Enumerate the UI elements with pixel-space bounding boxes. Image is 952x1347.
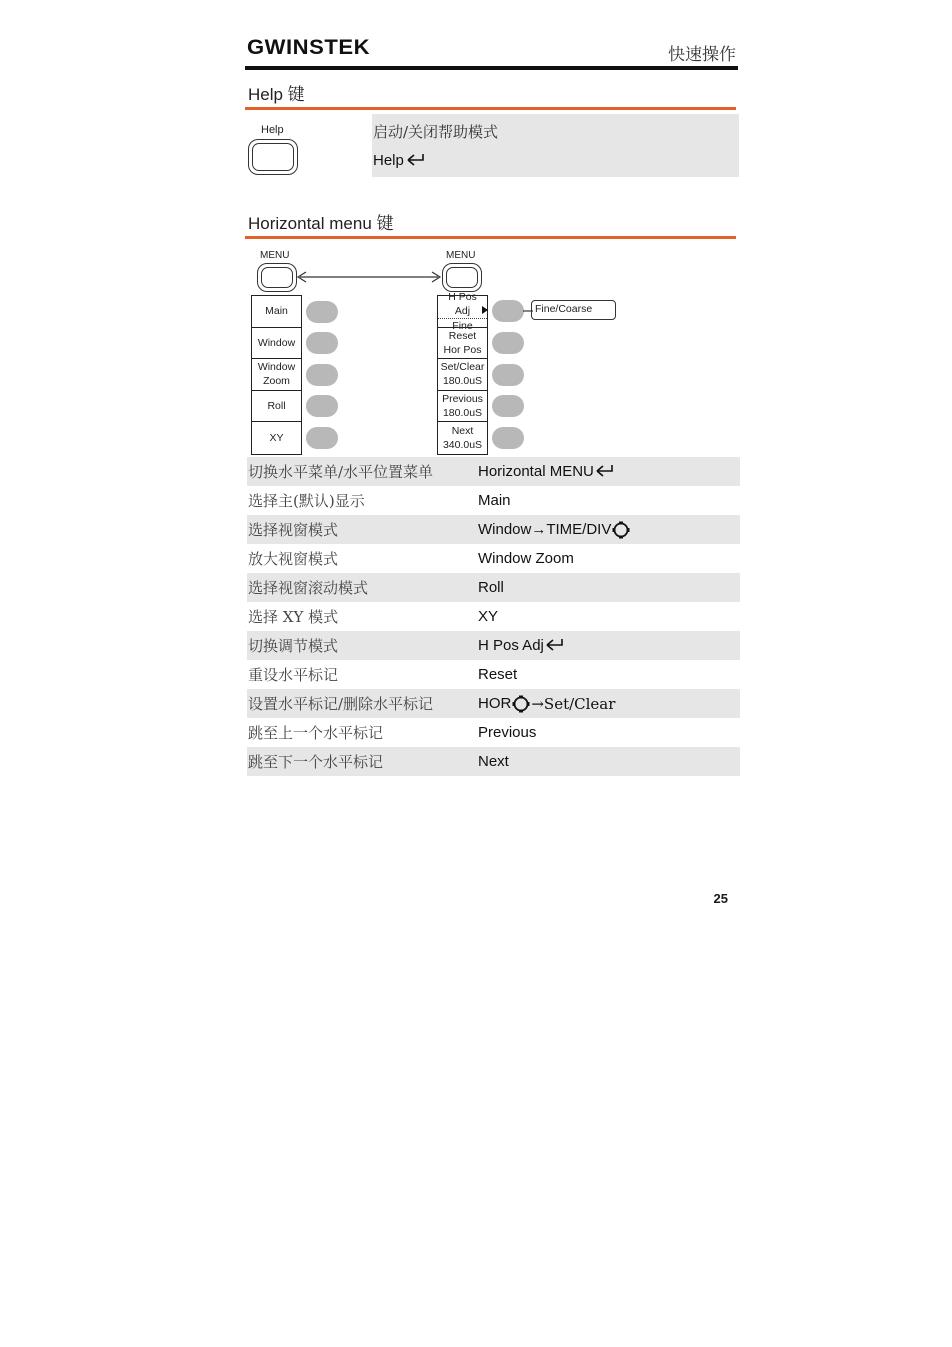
brand-logo: GWINSTEK <box>247 36 371 59</box>
toggle-arrow-icon <box>296 270 442 284</box>
right-softkey-menu <box>437 290 488 455</box>
page-number: 25 <box>713 891 728 906</box>
row-description: 跳至上一个水平标记 <box>248 724 384 742</box>
softkey-h-pos-adj <box>438 290 487 332</box>
help-action <box>373 152 426 169</box>
row-action-text: HOR <box>478 695 512 712</box>
help-description: 启动/关闭帮助模式 <box>373 123 499 141</box>
softkey-button-3-left-icon <box>306 364 338 386</box>
row-description: 选择 XY 模式 <box>248 608 339 626</box>
softkey-button-1-left-icon <box>306 301 338 323</box>
table-row <box>247 544 740 573</box>
row-description: 切换水平菜单/水平位置菜单 <box>248 463 434 481</box>
row-action <box>478 492 740 509</box>
table-row <box>247 660 740 689</box>
knob-icon <box>612 521 630 539</box>
function-table <box>247 457 740 776</box>
row-action <box>478 463 740 480</box>
horizontal-section-title: Horizontal menu 键 <box>248 214 394 233</box>
row-description: 跳至下一个水平标记 <box>248 753 384 771</box>
table-row <box>247 573 740 602</box>
left-softkey-menu <box>251 295 302 455</box>
help-action-text: Help <box>373 152 404 169</box>
row-action-text: Reset <box>478 666 518 683</box>
header-rule <box>245 66 738 70</box>
menu-button-right-icon <box>442 263 482 292</box>
row-action-text: Previous <box>478 724 537 741</box>
row-description: 放大视窗模式 <box>248 550 339 568</box>
table-row <box>247 515 740 544</box>
row-description: 切换调节模式 <box>248 637 339 655</box>
row-action <box>478 695 740 713</box>
softkey-previous <box>438 391 487 423</box>
softkey-set-clear <box>438 359 487 391</box>
table-row <box>247 631 740 660</box>
menu-label-right: MENU <box>446 250 476 261</box>
enter-icon <box>595 464 615 480</box>
row-action <box>478 550 740 567</box>
chapter-title: 快速操作 <box>668 45 736 65</box>
softkey-main: Main <box>252 296 301 328</box>
softkey-button-2-right-icon <box>492 332 524 354</box>
row-action-suffix: →Set/Clear <box>531 694 616 713</box>
row-description: 设置水平标记/删除水平标记 <box>248 695 434 713</box>
row-action <box>478 579 740 596</box>
row-action-text: Window→TIME/DIV <box>478 521 612 538</box>
softkey-h-pos-adj-line1: H Pos Adj <box>438 290 487 319</box>
row-description: 选择主(默认)显示 <box>248 492 365 510</box>
softkey-reset <box>438 328 487 360</box>
table-row <box>247 602 740 631</box>
row-action <box>478 666 740 683</box>
softkey-button-4-left-icon <box>306 395 338 417</box>
softkey-window-zoom-line2: Zoom <box>263 375 290 388</box>
row-action-text: Horizontal MENU <box>478 463 594 480</box>
row-description: 重设水平标记 <box>248 666 339 684</box>
row-action-text: Window Zoom <box>478 550 574 567</box>
softkey-button-3-right-icon <box>492 364 524 386</box>
softkey-button-2-left-icon <box>306 332 338 354</box>
menu-button-left-icon <box>257 263 297 292</box>
row-action-text: Main <box>478 492 511 509</box>
row-action <box>478 608 740 625</box>
menu-label-left: MENU <box>260 250 290 261</box>
softkey-xy: XY <box>269 432 284 445</box>
table-row <box>247 457 740 486</box>
softkey-button-5-left-icon <box>306 427 338 449</box>
row-action-text: XY <box>478 608 499 625</box>
help-button-label: Help <box>261 124 284 136</box>
softkey-button-5-right-icon <box>492 427 524 449</box>
row-description: 选择视窗模式 <box>248 521 339 539</box>
enter-icon <box>545 638 565 654</box>
row-action <box>478 637 740 654</box>
softkey-reset-line1: Reset <box>448 329 477 342</box>
help-section-title: Help 键 <box>248 85 305 104</box>
row-action-text: Next <box>478 753 509 770</box>
help-section-rule <box>245 107 736 110</box>
row-action <box>478 753 740 770</box>
softkey-set-clear-line2: 180.0uS <box>442 375 483 388</box>
pointer-triangle-icon <box>481 305 489 315</box>
enter-icon <box>406 153 426 169</box>
row-action-text: Roll <box>478 579 504 596</box>
softkey-next-line1: Next <box>451 425 474 438</box>
horizontal-section-rule <box>245 236 736 239</box>
table-row <box>247 747 740 776</box>
softkey-window-zoom <box>252 359 301 391</box>
softkey-button-4-right-icon <box>492 395 524 417</box>
softkey-previous-line2: 180.0uS <box>442 407 483 420</box>
softkey-roll: Roll <box>252 391 301 423</box>
row-action <box>478 724 740 741</box>
softkey-button-1-right-icon <box>492 300 524 322</box>
fine-coarse-popup: Fine/Coarse <box>531 300 616 320</box>
softkey-set-clear-line1: Set/Clear <box>440 361 485 374</box>
softkey-window: Window <box>252 328 301 360</box>
help-button-icon <box>248 139 298 175</box>
softkey-next <box>438 422 487 454</box>
table-row <box>247 486 740 515</box>
softkey-previous-line1: Previous <box>442 393 483 406</box>
row-description: 选择视窗滚动模式 <box>248 579 369 597</box>
table-row <box>247 718 740 747</box>
softkey-reset-line2: Hor Pos <box>443 343 482 356</box>
table-row <box>247 689 740 718</box>
row-action-text: H Pos Adj <box>478 637 544 654</box>
softkey-next-line2: 340.0uS <box>442 439 483 452</box>
knob-icon <box>512 695 530 713</box>
softkey-h-pos-adj-line2: Fine <box>452 319 473 332</box>
row-action <box>478 521 740 539</box>
softkey-window-zoom-line1: Window <box>257 361 296 374</box>
